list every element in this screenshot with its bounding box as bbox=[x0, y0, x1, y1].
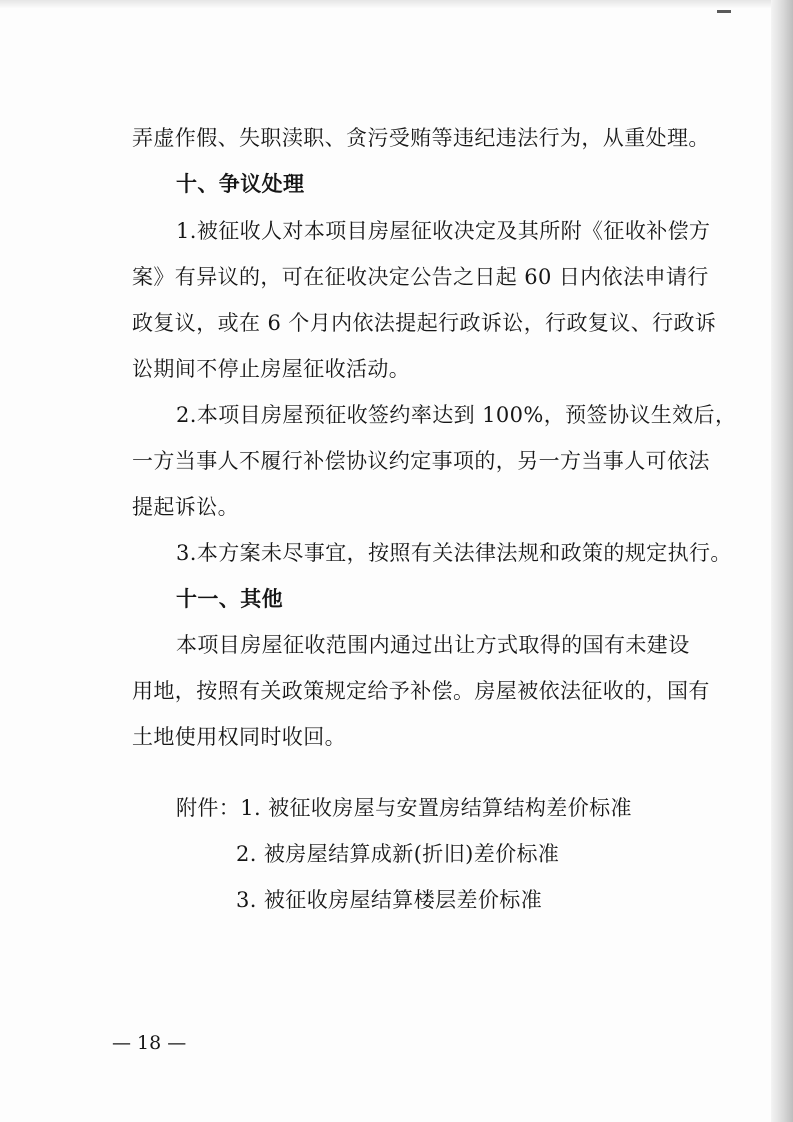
section-heading-dispute: 十、争议处理 bbox=[176, 172, 305, 196]
paragraph-line: 提起诉讼。 bbox=[132, 495, 239, 519]
paragraph-line: 案》有异议的，可在征收决定公告之日起 60 日内依法申请行 bbox=[132, 265, 709, 289]
paragraph-line: 一方当事人不履行补偿协议约定事项的，另一方当事人可依法 bbox=[132, 449, 710, 473]
scan-top-edge bbox=[0, 0, 793, 8]
paragraph-line: 1.被征收人对本项目房屋征收决定及其所附《征收补偿方 bbox=[176, 219, 711, 243]
paragraph-line: 用地，按照有关政策规定给予补偿。房屋被依法征收的，国有 bbox=[132, 679, 710, 703]
paragraph-line: 本项目房屋征收范围内通过出让方式取得的国有未建设 bbox=[176, 633, 690, 657]
attachment-item-1: 附件：1. 被征收房屋与安置房结算结构差价标准 bbox=[176, 796, 632, 820]
scan-right-edge bbox=[771, 0, 793, 1122]
scan-mark bbox=[717, 10, 731, 13]
paragraph-line: 3.本方案未尽事宜，按照有关法律法规和政策的规定执行。 bbox=[176, 541, 732, 565]
paragraph-line: 讼期间不停止房屋征收活动。 bbox=[132, 357, 411, 381]
paragraph-line: 2.本项目房屋预征收签约率达到 100%，预签协议生效后， bbox=[176, 403, 737, 427]
section-heading-other: 十一、其他 bbox=[176, 587, 283, 611]
attachment-item-2: 2. 被房屋结算成新(折旧)差价标准 bbox=[236, 842, 560, 866]
paragraph-line: 土地使用权同时收回。 bbox=[132, 725, 346, 749]
paragraph-line: 弄虚作假、失职渎职、贪污受贿等违纪违法行为，从重处理。 bbox=[132, 126, 710, 150]
paragraph-line: 政复议，或在 6 个月内依法提起行政诉讼，行政复议、行政诉 bbox=[132, 311, 717, 335]
page-number: — 18 — bbox=[112, 1032, 187, 1054]
attachment-item-3: 3. 被征收房屋结算楼层差价标准 bbox=[236, 888, 543, 912]
